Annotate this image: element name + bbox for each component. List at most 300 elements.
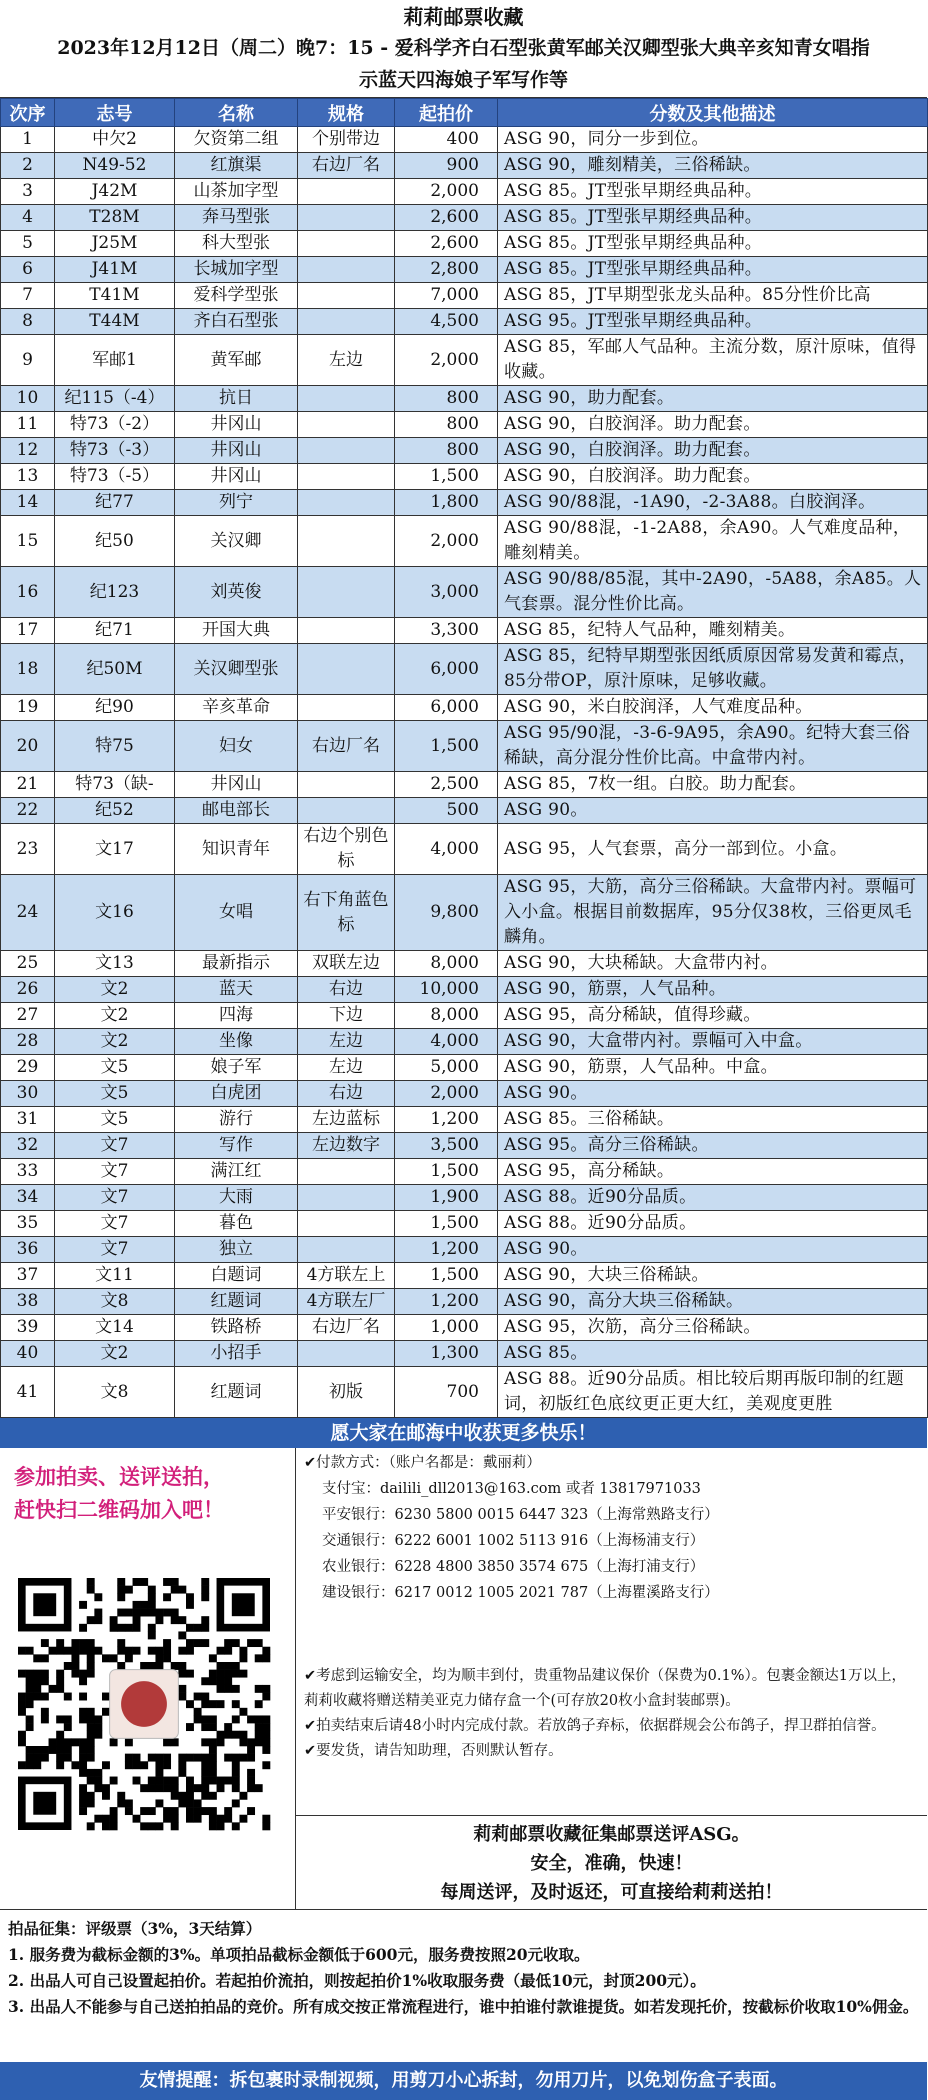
invite-text	[0, 1448, 295, 1526]
row-desc: ASG 88。近90分品质。相比较后期再版印制的红题词，初版红色底纹更正更大红，美观度更胜	[498, 1367, 928, 1418]
row-price: 4,000	[395, 824, 498, 875]
row-order: 4	[1, 205, 55, 231]
row-price: 800	[395, 386, 498, 412]
row-desc: ASG 95，次筋，高分三俗稀缺。	[498, 1315, 928, 1341]
row-name: 红题词	[175, 1289, 298, 1315]
row-desc: ASG 90，米白胶润泽，人气难度品种。	[498, 695, 928, 721]
row-name: 齐白石型张	[175, 309, 298, 335]
payment-info	[296, 1448, 927, 1660]
row-spec	[298, 772, 395, 798]
row-code: 文8	[55, 1289, 175, 1315]
row-order: 34	[1, 1185, 55, 1211]
row-price: 2,000	[395, 516, 498, 567]
row-code: 文2	[55, 1003, 175, 1029]
row-spec	[298, 798, 395, 824]
row-code: 中欠2	[55, 127, 175, 153]
info-section	[0, 1448, 927, 1910]
row-price: 3,000	[395, 567, 498, 618]
table-header-row	[1, 99, 928, 127]
row-desc: ASG 90，白胶润泽。助力配套。	[498, 412, 928, 438]
row-price: 700	[395, 1367, 498, 1418]
row-name: 白题词	[175, 1263, 298, 1289]
col-header-name: 名称	[175, 99, 298, 127]
row-order: 20	[1, 721, 55, 772]
row-price: 2,600	[395, 205, 498, 231]
row-code: 文8	[55, 1367, 175, 1418]
payment-title: ✔付款方式：（账户名都是：戴丽莉）	[304, 1455, 541, 1471]
row-name: 列宁	[175, 490, 298, 516]
qr-code-icon[interactable]	[18, 1578, 270, 1830]
slogan-line-1: 莉莉邮票收藏征集邮票送评ASG。	[473, 1824, 750, 1845]
row-price: 1,000	[395, 1315, 498, 1341]
row-desc: ASG 88。近90分品质。	[498, 1185, 928, 1211]
bank-account: 农业银行：6228 4800 3850 3574 675（上海打浦支行）	[322, 1559, 705, 1575]
row-code: 特73（-5）	[55, 464, 175, 490]
row-price: 1,500	[395, 1211, 498, 1237]
row-order: 2	[1, 153, 55, 179]
row-desc: ASG 90，助力配套。	[498, 386, 928, 412]
rule-item: 2. 出品人可自己设置起拍价。若起拍价流拍，则按起拍价1%收取服务费（最低10元，封顶200元）。	[8, 1971, 706, 1990]
row-name: 科大型张	[175, 231, 298, 257]
row-code: 纪50	[55, 516, 175, 567]
row-name: 最新指示	[175, 951, 298, 977]
col-header-spec: 规格	[298, 99, 395, 127]
row-code: 文7	[55, 1211, 175, 1237]
table-row	[1, 1107, 928, 1133]
row-code: T41M	[55, 283, 175, 309]
row-code: 纪115（-4）	[55, 386, 175, 412]
table-row	[1, 951, 928, 977]
row-order: 5	[1, 231, 55, 257]
row-order: 19	[1, 695, 55, 721]
row-price: 3,300	[395, 618, 498, 644]
rules-title: 拍品征集：评级票（3%，3天结算）	[8, 1919, 262, 1938]
row-price: 8,000	[395, 1003, 498, 1029]
row-name: 铁路桥	[175, 1315, 298, 1341]
row-price: 1,500	[395, 464, 498, 490]
row-order: 29	[1, 1055, 55, 1081]
row-spec	[298, 386, 395, 412]
row-name: 白虎团	[175, 1081, 298, 1107]
row-order: 38	[1, 1289, 55, 1315]
row-order: 37	[1, 1263, 55, 1289]
row-order: 16	[1, 567, 55, 618]
row-spec	[298, 464, 395, 490]
row-name: 开国大典	[175, 618, 298, 644]
row-desc: ASG 95，高分稀缺。	[498, 1159, 928, 1185]
table-row	[1, 695, 928, 721]
table-row	[1, 977, 928, 1003]
page-title: 莉莉邮票收藏	[403, 5, 524, 29]
row-desc: ASG 85，JT早期型张龙头品种。85分性价比高	[498, 283, 928, 309]
row-desc: ASG 90，白胶润泽。助力配套。	[498, 464, 928, 490]
row-order: 18	[1, 644, 55, 695]
row-spec: 左边蓝标	[298, 1107, 395, 1133]
row-name: 井冈山	[175, 438, 298, 464]
table-row	[1, 1029, 928, 1055]
row-code: 文2	[55, 977, 175, 1003]
row-code: N49-52	[55, 153, 175, 179]
row-spec: 4方联左厂	[298, 1289, 395, 1315]
row-code: 军邮1	[55, 335, 175, 386]
row-desc: ASG 90，大块三俗稀缺。	[498, 1263, 928, 1289]
row-desc: ASG 90。	[498, 1081, 928, 1107]
row-price: 1,800	[395, 490, 498, 516]
row-code: 文7	[55, 1237, 175, 1263]
col-header-desc: 分数及其他描述	[498, 99, 928, 127]
row-desc: ASG 85，纪特早期型张因纸质原因常易发黄和霉点，85分带OP，原汁原味，足够收藏。	[498, 644, 928, 695]
row-price: 1,500	[395, 721, 498, 772]
row-price: 2,800	[395, 257, 498, 283]
row-order: 25	[1, 951, 55, 977]
row-name: 四海	[175, 1003, 298, 1029]
row-order: 36	[1, 1237, 55, 1263]
row-desc: ASG 95，高分稀缺，值得珍藏。	[498, 1003, 928, 1029]
row-order: 23	[1, 824, 55, 875]
row-spec: 右边厂名	[298, 721, 395, 772]
row-spec: 左边	[298, 335, 395, 386]
row-desc: ASG 85。JT型张早期经典品种。	[498, 231, 928, 257]
table-row	[1, 1159, 928, 1185]
row-spec	[298, 1341, 395, 1367]
row-name: 关汉卿	[175, 516, 298, 567]
table-row	[1, 1237, 928, 1263]
row-code: 文2	[55, 1029, 175, 1055]
col-header-code: 志号	[55, 99, 175, 127]
consignment-rules	[0, 1910, 927, 2062]
row-price: 7,000	[395, 283, 498, 309]
row-desc: ASG 85。	[498, 1341, 928, 1367]
row-order: 26	[1, 977, 55, 1003]
row-order: 15	[1, 516, 55, 567]
row-code: 文14	[55, 1315, 175, 1341]
row-spec: 初版	[298, 1367, 395, 1418]
row-order: 30	[1, 1081, 55, 1107]
row-name: 邮电部长	[175, 798, 298, 824]
table-row	[1, 1003, 928, 1029]
row-price: 2,000	[395, 1081, 498, 1107]
row-name: 女唱	[175, 875, 298, 951]
row-code: 文2	[55, 1341, 175, 1367]
row-price: 8,000	[395, 951, 498, 977]
row-desc: ASG 85。JT型张早期经典品种。	[498, 257, 928, 283]
row-order: 24	[1, 875, 55, 951]
row-name: 辛亥革命	[175, 695, 298, 721]
table-row	[1, 798, 928, 824]
row-spec	[298, 567, 395, 618]
row-spec	[298, 618, 395, 644]
row-spec	[298, 438, 395, 464]
row-spec: 左边	[298, 1055, 395, 1081]
page-subtitle-line2: 示蓝天四海娘子军写作等	[358, 69, 568, 91]
row-spec: 右下角蓝色标	[298, 875, 395, 951]
row-order: 9	[1, 335, 55, 386]
row-desc: ASG 95。高分三俗稀缺。	[498, 1133, 928, 1159]
table-row	[1, 464, 928, 490]
row-code: 特75	[55, 721, 175, 772]
row-order: 28	[1, 1029, 55, 1055]
row-order: 22	[1, 798, 55, 824]
row-name: 蓝天	[175, 977, 298, 1003]
row-code: J41M	[55, 257, 175, 283]
rule-item: 3. 出品人不能参与自己送拍拍品的竞价。所有成交按正常流程进行，谁中拍谁付款谁提货。如若发现托价，按截标价收取10%佣金。	[8, 1997, 919, 2016]
row-code: 文7	[55, 1159, 175, 1185]
row-name: 抗日	[175, 386, 298, 412]
invite-line-2: 赶快扫二维码加入吧！	[14, 1497, 224, 1522]
row-desc: ASG 85。三俗稀缺。	[498, 1107, 928, 1133]
row-spec: 右边厂名	[298, 1315, 395, 1341]
row-price: 6,000	[395, 644, 498, 695]
row-price: 4,500	[395, 309, 498, 335]
row-code: 文13	[55, 951, 175, 977]
note-item: ✔要发货，请告知助理，否则默认暂存。	[304, 1743, 563, 1759]
note-item: ✔拍卖结束后请48小时内完成付款。若放鸽子弃标，依据群规会公布鸽子，捍卫群拍信誉。	[304, 1718, 886, 1734]
bank-account: 建设银行：6217 0012 1005 2021 787（上海瞿溪路支行）	[322, 1585, 719, 1601]
row-desc: ASG 88。近90分品质。	[498, 1211, 928, 1237]
table-row	[1, 824, 928, 875]
table-row	[1, 179, 928, 205]
row-spec	[298, 1211, 395, 1237]
table-row	[1, 875, 928, 951]
table-row	[1, 257, 928, 283]
table-row	[1, 490, 928, 516]
row-order: 1	[1, 127, 55, 153]
row-spec	[298, 412, 395, 438]
table-row	[1, 772, 928, 798]
payment-alipay: 支付宝：dailili_dll2013@163.com 或者 13817971033	[322, 1481, 701, 1497]
row-code: 特73（缺-	[55, 772, 175, 798]
row-order: 31	[1, 1107, 55, 1133]
row-name: 井冈山	[175, 772, 298, 798]
row-spec: 右边	[298, 977, 395, 1003]
row-price: 3,500	[395, 1133, 498, 1159]
table-row	[1, 1289, 928, 1315]
row-name: 独立	[175, 1237, 298, 1263]
row-spec: 下边	[298, 1003, 395, 1029]
row-name: 知识青年	[175, 824, 298, 875]
row-code: 文7	[55, 1185, 175, 1211]
row-desc: ASG 90/88混，-1-2A88，余A90。人气难度品种，雕刻精美。	[498, 516, 928, 567]
row-code: 文16	[55, 875, 175, 951]
row-spec: 右边	[298, 1081, 395, 1107]
row-price: 4,000	[395, 1029, 498, 1055]
rule-item: 1. 服务费为截标金额的3%。单项拍品截标金额低于600元，服务费按照20元收取。	[8, 1945, 590, 1964]
row-desc: ASG 90，高分大块三俗稀缺。	[498, 1289, 928, 1315]
row-order: 6	[1, 257, 55, 283]
row-name: 暮色	[175, 1211, 298, 1237]
invite-panel	[0, 1448, 296, 1909]
row-price: 500	[395, 798, 498, 824]
row-price: 1,300	[395, 1341, 498, 1367]
row-price: 6,000	[395, 695, 498, 721]
row-price: 2,600	[395, 231, 498, 257]
invite-line-1: 参加拍卖、送评送拍，	[14, 1464, 224, 1489]
row-code: 纪52	[55, 798, 175, 824]
row-desc: ASG 95。JT型张早期经典品种。	[498, 309, 928, 335]
table-row	[1, 412, 928, 438]
row-price: 9,800	[395, 875, 498, 951]
slogan-line-2: 安全，准确，快速！	[530, 1853, 693, 1874]
page-header	[0, 0, 927, 98]
table-row	[1, 231, 928, 257]
row-spec	[298, 257, 395, 283]
table-body	[1, 127, 928, 1418]
row-price: 2,000	[395, 179, 498, 205]
row-price: 2,500	[395, 772, 498, 798]
row-name: 红题词	[175, 1367, 298, 1418]
row-name: 小招手	[175, 1341, 298, 1367]
row-name: 黄军邮	[175, 335, 298, 386]
table-row	[1, 567, 928, 618]
row-code: 纪77	[55, 490, 175, 516]
row-spec	[298, 179, 395, 205]
table-row	[1, 516, 928, 567]
row-spec	[298, 695, 395, 721]
info-panel	[296, 1448, 927, 1909]
row-code: 文17	[55, 824, 175, 875]
row-spec	[298, 205, 395, 231]
table-row	[1, 283, 928, 309]
row-price: 1,200	[395, 1289, 498, 1315]
row-spec	[298, 309, 395, 335]
row-name: 长城加字型	[175, 257, 298, 283]
table-row	[1, 438, 928, 464]
row-price: 900	[395, 153, 498, 179]
table-row	[1, 1315, 928, 1341]
row-price: 2,000	[395, 335, 498, 386]
row-name: 坐像	[175, 1029, 298, 1055]
row-order: 7	[1, 283, 55, 309]
row-spec	[298, 1159, 395, 1185]
row-spec	[298, 283, 395, 309]
row-desc: ASG 85。JT型张早期经典品种。	[498, 179, 928, 205]
row-desc: ASG 90，筋票，人气品种。中盒。	[498, 1055, 928, 1081]
table-row	[1, 1341, 928, 1367]
slogan-line-3: 每周送评，及时返还，可直接给莉莉送拍！	[440, 1882, 783, 1903]
table-row	[1, 618, 928, 644]
table-row	[1, 1055, 928, 1081]
row-desc: ASG 95，大筋，高分三俗稀缺。大盒带内衬。票幅可入小盒。根据目前数据库，95分仅38枚，三俗更凤毛麟角。	[498, 875, 928, 951]
row-name: 奔马型张	[175, 205, 298, 231]
greeting-banner: 愿大家在邮海中收获更多快乐！	[0, 1418, 927, 1448]
row-code: 文5	[55, 1081, 175, 1107]
row-name: 爱科学型张	[175, 283, 298, 309]
table-row	[1, 1211, 928, 1237]
row-code: J42M	[55, 179, 175, 205]
row-spec	[298, 516, 395, 567]
row-order: 17	[1, 618, 55, 644]
row-desc: ASG 85，7枚一组。白胶。助力配套。	[498, 772, 928, 798]
row-name: 井冈山	[175, 464, 298, 490]
row-order: 33	[1, 1159, 55, 1185]
table-row	[1, 153, 928, 179]
row-code: 纪71	[55, 618, 175, 644]
shipping-notes	[296, 1660, 927, 1816]
row-spec: 左边	[298, 1029, 395, 1055]
table-row	[1, 309, 928, 335]
row-name: 红旗渠	[175, 153, 298, 179]
row-code: 文7	[55, 1133, 175, 1159]
row-order: 27	[1, 1003, 55, 1029]
row-spec	[298, 231, 395, 257]
row-spec: 双联左边	[298, 951, 395, 977]
row-spec	[298, 490, 395, 516]
row-name: 关汉卿型张	[175, 644, 298, 695]
row-spec: 右边个别色标	[298, 824, 395, 875]
table-row	[1, 386, 928, 412]
row-code: 纪90	[55, 695, 175, 721]
table-row	[1, 205, 928, 231]
row-name: 欠资第二组	[175, 127, 298, 153]
row-name: 大雨	[175, 1185, 298, 1211]
col-header-price: 起拍价	[395, 99, 498, 127]
table-row	[1, 127, 928, 153]
row-code: 特73（-2）	[55, 412, 175, 438]
row-price: 1,200	[395, 1107, 498, 1133]
row-desc: ASG 90。	[498, 798, 928, 824]
row-name: 妇女	[175, 721, 298, 772]
row-name: 娘子军	[175, 1055, 298, 1081]
row-order: 14	[1, 490, 55, 516]
row-order: 21	[1, 772, 55, 798]
row-desc: ASG 90，同分一步到位。	[498, 127, 928, 153]
row-name: 游行	[175, 1107, 298, 1133]
row-price: 5,000	[395, 1055, 498, 1081]
table-row	[1, 1185, 928, 1211]
row-name: 写作	[175, 1133, 298, 1159]
row-price: 1,500	[395, 1263, 498, 1289]
row-spec	[298, 1237, 395, 1263]
row-price: 800	[395, 412, 498, 438]
row-price: 10,000	[395, 977, 498, 1003]
row-name: 井冈山	[175, 412, 298, 438]
row-price: 1,500	[395, 1159, 498, 1185]
table-row	[1, 335, 928, 386]
row-desc: ASG 95/90混，-3-6-9A95，余A90。纪特大套三俗稀缺，高分混分性价比高。中盒带内衬。	[498, 721, 928, 772]
row-name: 刘英俊	[175, 567, 298, 618]
row-price: 1,200	[395, 1237, 498, 1263]
row-order: 11	[1, 412, 55, 438]
note-item: ✔考虑到运输安全，均为顺丰到付，贵重物品建议保价（保费为0.1%）。包裹金额达1万以上，莉莉收藏将赠送精美亚克力储存盒一个(可存放20枚小盒封装邮票)。	[304, 1668, 906, 1709]
table-row	[1, 1367, 928, 1418]
footer-reminder: 友情提醒：拆包裹时录制视频，用剪刀小心拆封，勿用刀片，以免划伤盒子表面。	[0, 2062, 927, 2100]
row-name: 满江红	[175, 1159, 298, 1185]
row-order: 40	[1, 1341, 55, 1367]
row-order: 13	[1, 464, 55, 490]
row-desc: ASG 90/88混，-1A90，-2-3A88。白胶润泽。	[498, 490, 928, 516]
row-order: 39	[1, 1315, 55, 1341]
row-desc: ASG 90，大块稀缺。大盒带内衬。	[498, 951, 928, 977]
row-spec: 个别带边	[298, 127, 395, 153]
row-price: 400	[395, 127, 498, 153]
row-desc: ASG 90，白胶润泽。助力配套。	[498, 438, 928, 464]
row-name: 山茶加字型	[175, 179, 298, 205]
row-price: 800	[395, 438, 498, 464]
row-code: 文11	[55, 1263, 175, 1289]
row-spec: 右边厂名	[298, 153, 395, 179]
table-row	[1, 1133, 928, 1159]
row-desc: ASG 95，人气套票，高分一部到位。小盒。	[498, 824, 928, 875]
table-row	[1, 721, 928, 772]
page-subtitle-line1: 2023年12月12日（周二）晚7：15 - 爱科学齐白石型张黄军邮关汉卿型张大典辛亥知青女唱指	[57, 37, 870, 59]
row-order: 8	[1, 309, 55, 335]
row-price: 1,900	[395, 1185, 498, 1211]
service-slogan	[296, 1816, 927, 1907]
row-order: 41	[1, 1367, 55, 1418]
row-spec: 4方联左上	[298, 1263, 395, 1289]
row-code: T28M	[55, 205, 175, 231]
row-spec: 左边数字	[298, 1133, 395, 1159]
